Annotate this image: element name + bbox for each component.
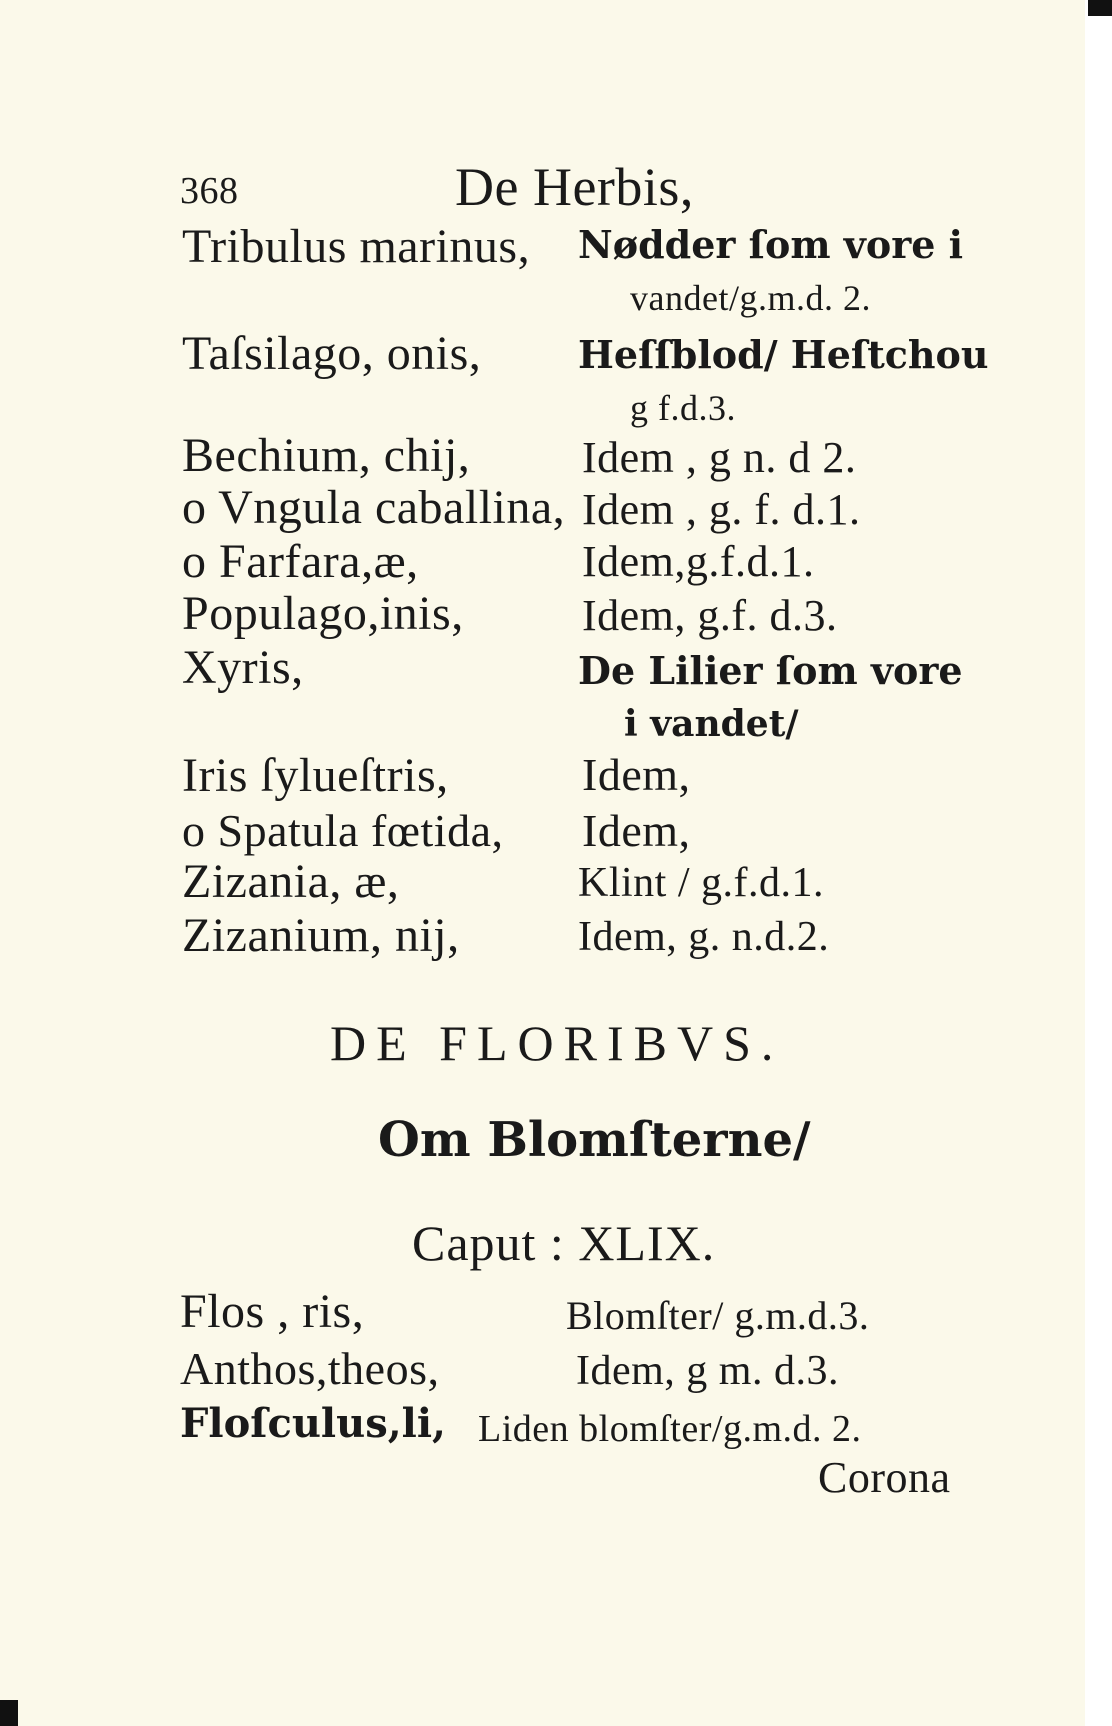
section-subheading: Om Blomſterne/ — [378, 1112, 811, 1168]
chapter-number: Caput : XLIX. — [412, 1215, 716, 1271]
swedish-term: Idem, — [582, 805, 691, 856]
swedish-term: Idem,g.f.d.1. — [582, 537, 815, 586]
swedish-term: Idem, — [582, 749, 691, 800]
swedish-term: Idem, g.f. d.3. — [582, 591, 838, 640]
swedish-term: Liden blomſter/g.m.d. 2. — [478, 1408, 862, 1450]
swedish-term-continued: i vandet/ — [624, 703, 799, 745]
latin-term: Taſsilago, onis, — [182, 327, 482, 380]
latin-term: Flos , ris, — [180, 1285, 365, 1338]
running-title: De Herbis, — [455, 157, 694, 217]
latin-term: Anthos,theos, — [180, 1343, 440, 1394]
swedish-term: Heſſblod/ Heſtchou — [578, 332, 989, 377]
latin-term: o Farfara,æ, — [182, 535, 419, 588]
swedish-term: Klint / g.f.d.1. — [578, 860, 824, 906]
swedish-term-continued: g f.d.3. — [630, 388, 736, 428]
swedish-term: Idem , g n. d 2. — [582, 433, 857, 482]
section-heading: DE FLORIBVS. — [330, 1015, 784, 1071]
latin-term: o Spatula fœtida, — [182, 805, 504, 856]
latin-term: Zizania, æ, — [182, 855, 400, 908]
latin-term: Floſculus,li, — [180, 1400, 446, 1447]
scan-corner-mark — [0, 1700, 18, 1726]
swedish-term: De Lilier ſom vore — [578, 648, 963, 693]
latin-term: Tribulus marinus, — [182, 220, 531, 273]
latin-term: Populago,inis, — [182, 587, 464, 640]
swedish-term: Idem , g. f. d.1. — [582, 485, 861, 534]
scan-corner-mark — [1088, 0, 1112, 16]
page-margin — [1085, 0, 1112, 1726]
swedish-term-continued: vandet/g.m.d. 2. — [630, 278, 871, 318]
swedish-term: Nødder ſom vore i — [578, 222, 964, 267]
latin-term: o Vngula caballina, — [182, 481, 566, 534]
swedish-term: Idem, g m. d.3. — [576, 1348, 839, 1394]
page-number: 368 — [180, 170, 239, 212]
swedish-term: Idem, g. n.d.2. — [578, 914, 830, 960]
latin-term: Bechium, chij, — [182, 429, 471, 482]
latin-term: Zizanium, nij, — [182, 909, 460, 962]
latin-term: Xyris, — [182, 641, 304, 694]
catchword: Corona — [818, 1453, 951, 1502]
swedish-term: Blomſter/ g.m.d.3. — [566, 1293, 870, 1338]
latin-term: Iris ſylueſtris, — [182, 749, 449, 802]
